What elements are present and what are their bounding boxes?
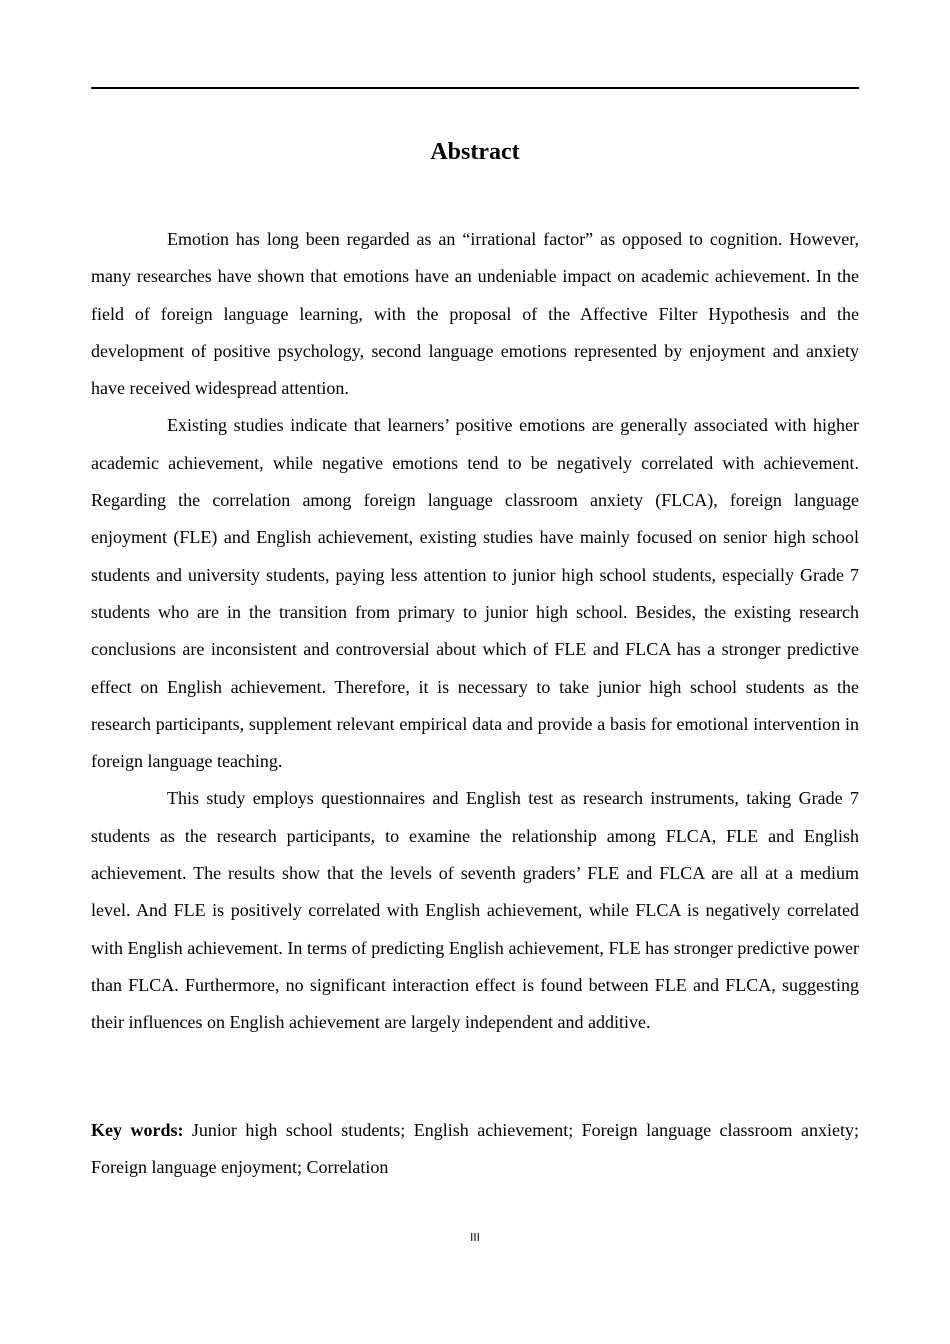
abstract-body: [91, 221, 859, 1042]
keywords-section: [91, 1112, 859, 1187]
abstract-paragraph-3: This study employs questionnaires and English test as research instruments, taking Grade 7 students as the research participants, to examine the relationship among FLCA, FLE and English achievement. The results show that the levels of seventh graders’ FLE and FLCA are all at a medium level. And FLE is positively correlated with English achievement, while FLCA is negatively correlated with English achievement. In terms of predicting English achievement, FLE has stronger predictive power than FLCA. Furthermore, no significant interaction effect is found between FLE and FLCA, suggesting their influences on English achievement are largely independent and additive.: [91, 788, 859, 1033]
header-rule: [91, 87, 859, 89]
keywords-text: Junior high school students; English achievement; Foreign language classroom anxiety; Foreign language enjoyment; Correlation: [91, 1120, 859, 1178]
abstract-title: Abstract: [430, 139, 520, 165]
abstract-paragraph-2: Existing studies indicate that learners’ positive emotions are generally associated with higher academic achievement, while negative emotions tend to be negatively correlated with achievement. Regarding the correlation among foreign language classroom anxiety (FLCA), foreign language enjoyment (FLE) and English achievement, existing studies have mainly focused on senior high school students and university students, paying less attention to junior high school students, especially Grade 7 students who are in the transition from primary to junior high school. Besides, the existing research conclusions are inconsistent and controversial about which of FLE and FLCA has a stronger predictive effect on English achievement. Therefore, it is necessary to take junior high school students as the research participants, supplement relevant empirical data and provide a basis for emotional intervention in foreign language teaching.: [91, 415, 859, 772]
abstract-paragraph-1: Emotion has long been regarded as an “irrational factor” as opposed to cognition. However, many researches have shown that emotions have an undeniable impact on academic achievement. In the field of foreign language learning, with the proposal of the Affective Filter Hypothesis and the development of positive psychology, second language emotions represented by enjoyment and anxiety have received widespread attention.: [91, 229, 859, 399]
page-number: III: [470, 1231, 480, 1244]
keywords-label: Key words:: [91, 1120, 184, 1140]
